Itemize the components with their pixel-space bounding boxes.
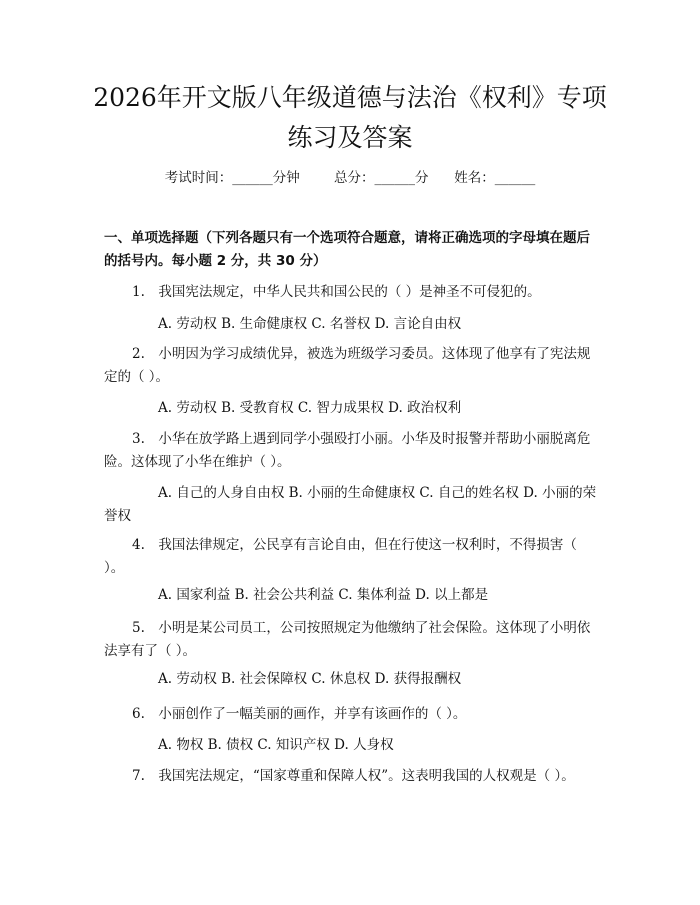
question-6-options: A. 物权 B. 债权 C. 知识产权 D. 人身权 [158,737,394,753]
question-4-options: A. 国家利益 B. 社会公共利益 C. 集体利益 D. 以上都是 [158,587,489,603]
section-heading: 一、单项选择题（下列各题只有一个选项符合题意，请将正确选项的字母填在题后的括号内。每小题 2 分，共 30 分） [104,230,590,269]
question-1-options: A. 劳动权 B. 生命健康权 C. 名誉权 D. 言论自由权 [158,316,462,332]
question-3-options: A. 自己的人身自由权 B. 小丽的生命健康权 C. 自己的姓名权 D. 小丽的荣誉权 [104,485,597,524]
question-6: 6. 小丽创作了一幅美丽的画作，并享有该画作的（ ）。 [132,706,467,722]
exam-time-blank: ______ [232,170,273,186]
page-title: 2026年开文版八年级道德与法治《权利》专项练习及答案 [93,83,607,152]
exam-time-unit: 分钟 [272,170,300,186]
exam-time-label: 考试时间： [164,170,233,186]
name-blank: ______ [494,170,536,186]
score-unit: 分 [415,170,429,186]
question-2-options: A. 劳动权 B. 受教育权 C. 智力成果权 D. 政治权利 [158,400,462,416]
exam-meta [0,166,700,186]
question-3: 3. 小华在放学路上遇到同学小强殴打小丽。小华及时报警并帮助小丽脱离危险。这体现了小华在维护（ ）。 [104,431,591,470]
question-2: 2. 小明因为学习成绩优异，被选为班级学习委员。这体现了他享有了宪法规定的（ ）。 [104,346,591,385]
name-label: 姓名： [454,170,495,186]
question-7: 7. 我国宪法规定，“国家尊重和保障人权”。这表明我国的人权观是（ ）。 [132,768,575,784]
score-blank: ______ [374,170,416,186]
question-5: 5. 小明是某公司员工，公司按照规定为他缴纳了社会保险。这体现了小明依法享有了（ ）。 [104,620,591,659]
question-5-options: A. 劳动权 B. 社会保障权 C. 休息权 D. 获得报酬权 [158,671,462,687]
question-1: 1. 我国宪法规定，中华人民共和国公民的（ ）是神圣不可侵犯的。 [132,284,541,300]
question-4: 4. 我国法律规定，公民享有言论自由，但在行使这一权利时，不得损害（ ）。 [104,537,577,576]
score-label: 总分： [334,170,375,186]
